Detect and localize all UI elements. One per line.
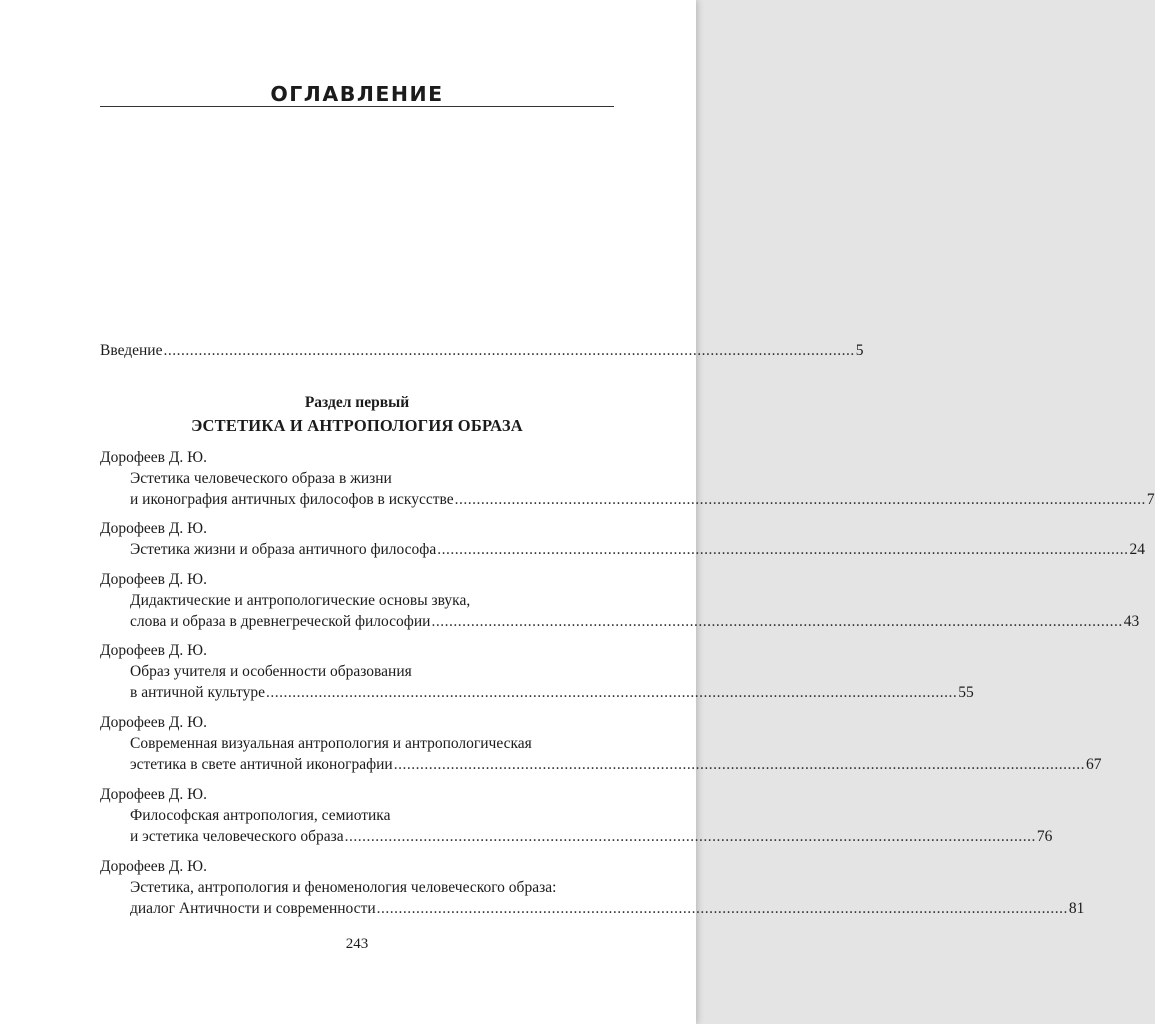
entry-author: Дорофеев Д. Ю. <box>100 520 207 537</box>
toc-intro-title: Введение <box>100 342 163 359</box>
dot-leader: .............................................................................................................................................................. <box>376 900 1068 917</box>
entry-title-line: и иконография античных философов в искусстве .............................................................................................................................................................. 7 <box>130 491 1155 508</box>
toc-entry <box>100 640 974 703</box>
entry-author: Дорофеев Д. Ю. <box>100 642 207 659</box>
toc-entry <box>100 569 1140 632</box>
entry-title-line: в античной культуре .............................................................................................................................................................. 55 <box>130 684 974 701</box>
toc-page-number: 55 <box>958 684 974 701</box>
entry-title-line: Современная визуальная антропология и антропологическая <box>130 735 532 752</box>
entry-author: Дорофеев Д. Ю. <box>100 858 207 875</box>
title-underline <box>100 106 614 107</box>
entry-title-line: Эстетика жизни и образа античного философа .............................................................................................................................................................. 24 <box>130 541 1145 558</box>
dot-leader: .............................................................................................................................................................. <box>431 613 1123 630</box>
entry-title-line: и эстетика человеческого образа .............................................................................................................................................................. 76 <box>130 828 1053 845</box>
entry-title-line: диалог Античности и современности .............................................................................................................................................................. 81 <box>130 900 1085 917</box>
toc-entry <box>100 784 1053 847</box>
toc-page-number: 76 <box>1036 828 1053 845</box>
dot-leader: .............................................................................................................................................................. <box>454 491 1146 508</box>
toc-page-number: 81 <box>1068 900 1085 917</box>
toc-entry <box>100 447 1155 510</box>
entry-title-line: Эстетика, антропология и феноменология человеческого образа: <box>130 879 557 896</box>
section-title: ЭСТЕТИКА И АНТРОПОЛОГИЯ ОБРАЗА <box>191 416 523 435</box>
dot-leader: .............................................................................................................................................................. <box>344 828 1036 845</box>
dot-leader: .............................................................................................................................................................. <box>437 541 1129 558</box>
page-number: 243 <box>345 936 369 952</box>
entry-title-line: слова и образа в древнегреческой философии .............................................................................................................................................................. 43 <box>130 613 1140 630</box>
entry-author: Дорофеев Д. Ю. <box>100 571 207 588</box>
toc-entry <box>100 712 1102 775</box>
toc-entry <box>100 856 1085 919</box>
entry-title-line: Образ учителя и особенности образования <box>130 663 412 680</box>
toc-intro <box>100 340 864 361</box>
dot-leader: .............................................................................................................................................................. <box>266 684 958 701</box>
entry-title-line: Дидактические и антропологические основы звука, <box>130 592 471 609</box>
toc-page-number: 5 <box>855 342 864 359</box>
toc-entry <box>100 518 1145 560</box>
toc-page-number: 43 <box>1123 613 1140 630</box>
dot-leader: .............................................................................................................................................................. <box>393 756 1085 773</box>
entry-author: Дорофеев Д. Ю. <box>100 449 207 466</box>
entry-author: Дорофеев Д. Ю. <box>100 786 207 803</box>
section-header <box>100 392 614 438</box>
toc-page-number: 7 <box>1146 491 1155 508</box>
toc-page-number: 24 <box>1129 541 1145 558</box>
entry-author: Дорофеев Д. Ю. <box>100 714 207 731</box>
entry-title-line: Эстетика человеческого образа в жизни <box>130 470 392 487</box>
entry-title-line: эстетика в свете античной иконографии .............................................................................................................................................................. 67 <box>130 756 1102 773</box>
toc-line <box>100 340 864 361</box>
entry-title-line: Философская антропология, семиотика <box>130 807 391 824</box>
dot-leader: .............................................................................................................................................................. <box>163 342 855 359</box>
toc-page-number: 67 <box>1085 756 1102 773</box>
section-label: Раздел первый <box>304 394 410 411</box>
page-title: ОГЛАВЛЕНИЕ <box>270 82 444 106</box>
